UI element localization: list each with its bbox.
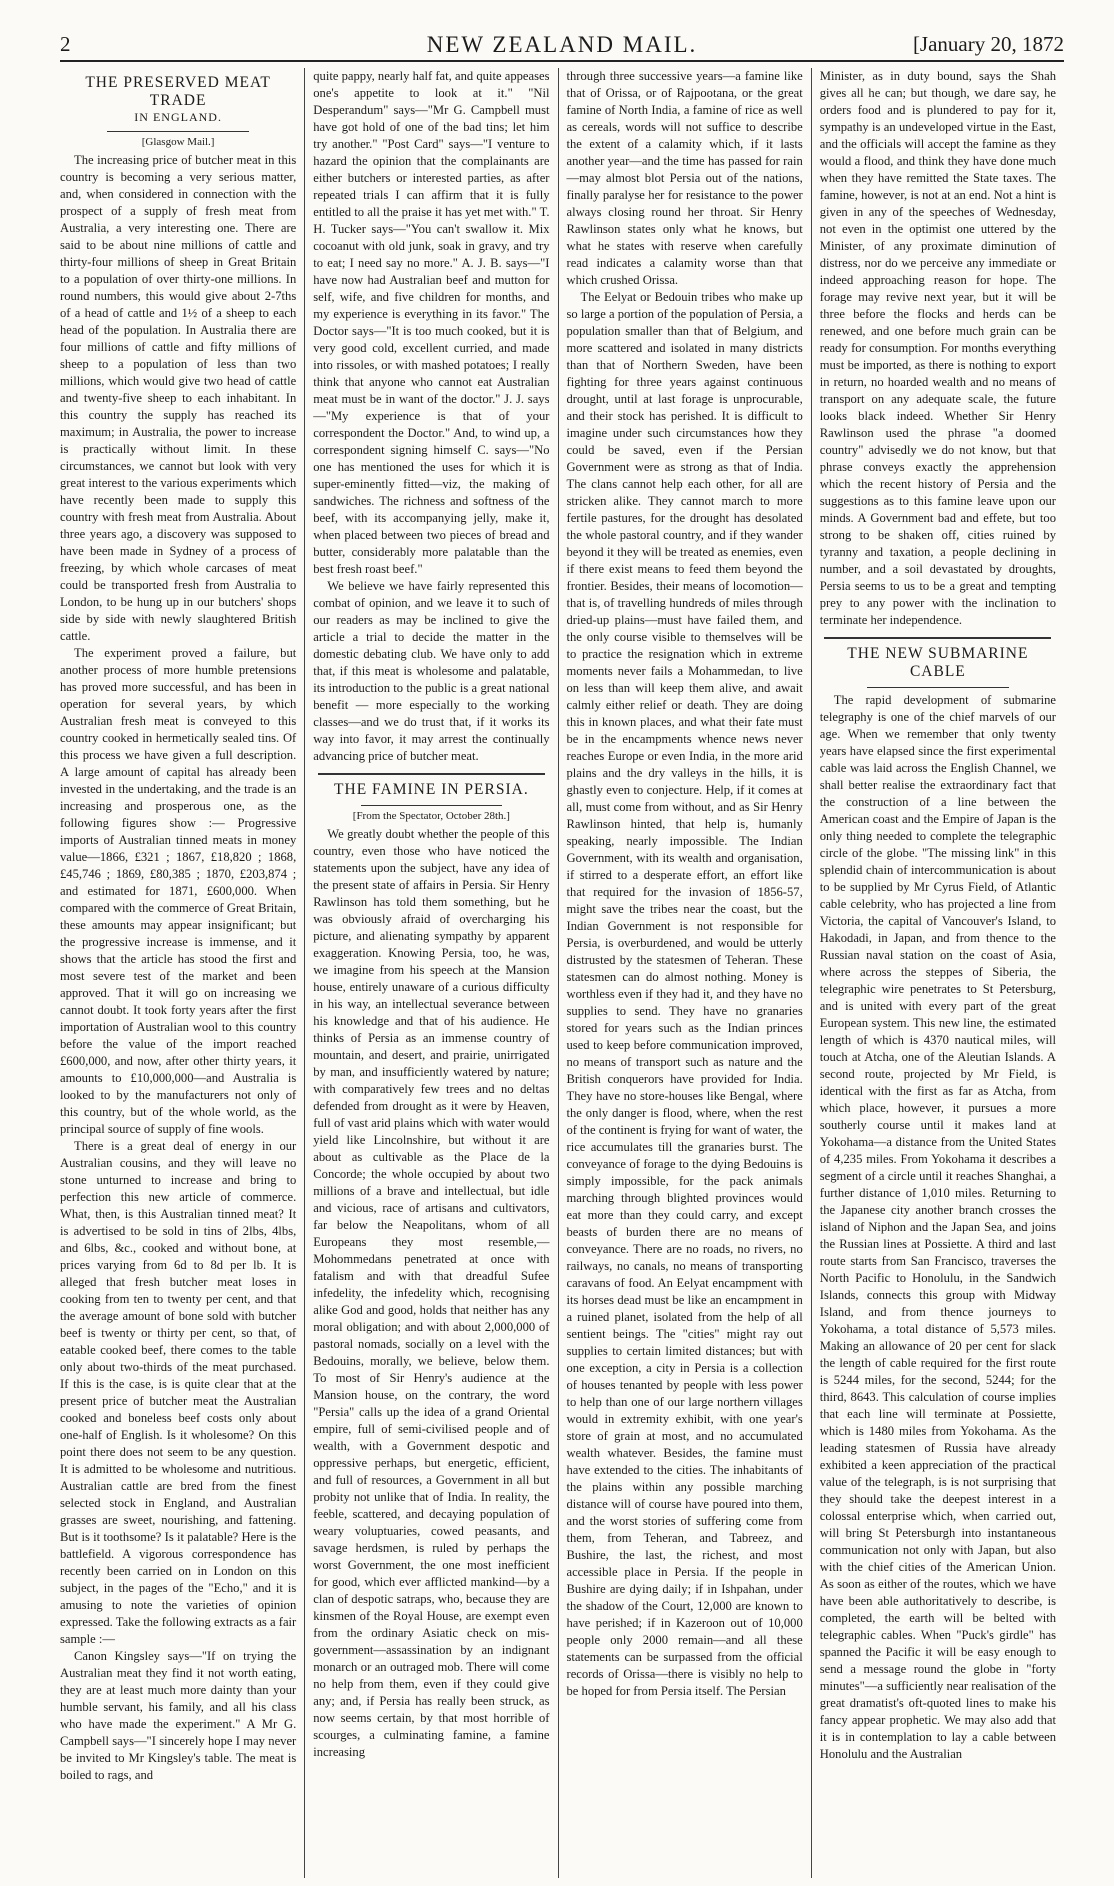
masthead	[60, 30, 1064, 62]
article-headline: THE PRESERVED MEAT TRADE	[85, 74, 271, 109]
paragraph: quite pappy, nearly half fat, and quite appeases one's appetite to look at it." "Nil Desperandum" says—"Mr G. Campbell must have got hold of one of the bad tins; let him try another." "Post Card" says—"I venture to hazard the opinion that the complainants are either butchers or interested parties, as after repeated trials I can affirm that it is fully entitled to all the praise it has yet met with." T. H. Tucker says—"You can't swallow it. Mix cocoanut with old junk, soak in gravy, and try to eat; I need say no more." A. J. B. says—"I have now had Australian beef and mutton for self, wife, and five children for months, and my experience is everything in its favor." The Doctor says—"It is too much cooked, but it is very good cold, excellent curried, and made into rissoles, or with mashed potatoes; I really think that anyone who cannot eat Australian meat must be in want of the doctor." J. J. says—"My experience is that of your correspondent the Doctor." And, to wind up, a correspondent signing himself C. says—"No one has mentioned the uses for which it is super-eminently fitted—viz, the making of sandwiches. The richness and softness of the beef, with its accompanying jelly, make it, when placed between two pieces of bread and butter, considerably more palatable than the best fresh roast beef."	[313, 69, 550, 576]
divider	[318, 773, 545, 775]
paragraph: The Eelyat or Bedouin tribes who make up so large a portion of the population of Persia, a population smaller than that of Belgium, and more scattered and isolated in many districts than that of Northern Sweden, have been fighting for three years against continuous drought, until at last forage is unprocurable, and their stock has perished. It is difficult to imagine under such circumstances how they could be saved, even if the Persian Government were as strong as that of India. The clans cannot help each other, for all are stricken alike. They cannot march to more fertile pastures, for the drought has desolated the whole pastoral country, and if they wander beyond it they will be treated as enemies, even if there exist means to feed them beyond the frontier. Besides, their means of locomotion—that is, of travelling hundreds of miles through dried-up plains—must have failed them, and the only course visible to themselves will be to practice the resignation which in extreme moments never fails a Mohammedan, to live on less than will keep them alive, and await calmly either relief or death. They are doing this in known places, and what their fate must be in the encampments whence news never reaches Europe or even India, in the more arid plains and the dry valleys in the hills, it is ghastly even to conjecture. Help, if it comes at all, must come from without, and as Sir Henry Rawlinson hinted, that help is, humanly speaking, nearly impossible. The Indian Government, with its wealth and organisation, if stirred to a desperate effort, an effort like that required for the invasion of 1856-57, might save the tribes near the coast, but the Indian Government is not responsible for Persia, is overburdened, and would be utterly distrusted by the statesmen of Teheran. These statesmen can do almost nothing. Money is worthless even if they had it, and they have no supplies to send. They have no granaries stored for years such as the Indian princes used to keep before communication improved, no means of transport such as nature and the British conquerors have provided for India. They have no store-houses like Bengal, where the only danger is flood, where, when the rest of the continent is frying for want of water, the rice accumulates till the granaries burst. The conveyance of forage to the dying Bedouins is simply impossible, for the pack animals marching through blighted provinces would eat more than they could carry, and except beasts of burden there are no means of conveyance. There are no roads, no rivers, no railways, no canals, no means of transporting caravans of food. An Eelyat encampment with its horses dead must be like an encampment in a ruined planet, isolated from the help of all sentient beings. The "cities" might ray out supplies to certain limited distances; but with one exception, a city in Persia is a collection of houses tenanted by people with less power to help than one of our large northern villages would in extremity exhibit, with one year's store of grain at most, and no accumulated wealth whatever. Besides, the famine must have extended to the cities. The inhabitants of the plains within any possible marching distance will of course have poured into them, and the worst stories of suffering come from them, from Teheran, and Tabreez, and Bushire, the last, the richest, and most accessible place in Persia. If the people in Bushire are dying daily; if in Ishpahan, under the shadow of the Court, 12,000 are known to have perished; if in Kazeroon out of 10,000 people only 2000 remain—and all these statements can be surpassed from the official records of Orissa—there is visibly no help to be hoped for from Persia itself. The Persian	[566, 290, 803, 1698]
paragraph: The increasing price of butcher meat in this country is becoming a very serious matter, and, when considered in connection with the prospect of a supply of fresh meat from Australia, a very interesting one. There are said to be about nine millions of cattle and thirty-four millions of sheep in Great Britain to a population of over thirty-one millions. In round numbers, this would give about 2-7ths of a head of cattle and 1½ of a sheep to each head of the population. In Australia there are four millions of cattle and fifty millions of sheep to a population of less than two millions, which would give two head of cattle and twenty-five sheep to each inhabitant. In this country the supply has reached its maximum; in Australia, the power to increase is practically without limit. In these circumstances, we cannot but look with very great interest to the various experiments which have recently been made to supply this country with fresh meat from Australia. About three years ago, a discovery was supposed to have been made in Sydney of a process of freezing, by which whole carcases of meat could be transported fresh from Australia to London, to be hung up in our butchers' shops side by side with newly slaughtered British cattle.	[60, 153, 297, 643]
paragraph: We believe we have fairly represented this combat of opinion, and we leave it to such of our readers as may be inclined to give the article a trial to decide the matter in the domestic debating club. We have only to add that, if this meat is wholesome and palatable, its introduction to the public is a great national benefit — more especially to the working classes—and we do trust that, if it works its way into favor, it may arrest the continually advancing price of butcher meat.	[313, 579, 550, 763]
column-4	[812, 68, 1064, 1878]
column-3	[559, 68, 812, 1878]
divider	[107, 131, 249, 132]
article-subhead: IN ENGLAND.	[134, 110, 222, 124]
paragraph: Canon Kingsley says—"If on trying the Australian meat they find it not worth eating, they are at least much more dainty than your humble servant, his family, and all his class who have made the experiment." A Mr G. Campbell says—"I sincerely hope I may never be invited to Mr Kingsley's table. The meat is boiled to rags, and	[60, 1649, 297, 1782]
divider	[867, 687, 1009, 688]
newspaper-title: NEW ZEALAND MAIL.	[426, 32, 698, 57]
page-number: 2	[60, 32, 71, 56]
paragraph: through three successive years—a famine like that of Orissa, or of Rajpootana, or the great famine of North India, a famine of rice as well as cereals, words will not suffice to describe the extent of a calamity which, if it lasts another year—and the time has passed for rain—may almost blot Persia out of the nations, finally paralyse her for resistance to the power always closing round her throat. Sir Henry Rawlinson states only what he knows, but what he states with reserve when carefully read indicates a calamity worse than that which crushed Orissa.	[566, 69, 803, 287]
paragraph: There is a great deal of energy in our Australian cousins, and they will leave no stone unturned to increase and bring to perfection this new article of commerce. What, then, is this Australian tinned meat? It is advertised to be sold in tins of 2lbs, 4lbs, and 6lbs, &c., cooked and without bone, at prices varying from 6d to 8d per lb. It is alleged that fresh butcher meat loses in cooking from ten to twenty per cent, and that the average amount of bone sold with butcher beef is twenty or thirty per cent, so that, of eatable cooked beef, there comes to the table only about two-thirds of the meat purchased. If this is the case, is is quite clear that at the present price of butcher meat the Australian cooked and boneless beef costs only about one-half of English. Is it wholesome? On this point there does not seem to be any question. It is admitted to be wholesome and nutritious. Australian cattle are bred from the finest selected stock in England, and Australian grasses are sweet, nourishing, and fattening. But is it toothsome? Is it palatable? Here is the battlefield. A vigorous correspondence has recently been carried on in London on this subject, in the pages of the "Echo," and it is amusing to note the varieties of opinion expressed. Take the following extracts as a fair sample :—	[60, 1139, 297, 1646]
paragraph: The experiment proved a failure, but another process of more humble pretensions has proved more successful, and has been in operation for several years, by which Australian fresh meat is conveyed to this country cooked in hermetically sealed tins. Of this process we have given a full description. A large amount of capital has already been invested in the undertaking, and the trade is an increasing and prosperous one, as the following figures show :— Progressive imports of Australian tinned meats in money value—1866, £321 ; 1867, £18,820 ; 1868, £45,746 ; 1869, £80,385 ; 1870, £203,874 ; and estimated for 1871, £600,000. When compared with the commerce of Great Britain, these amounts may appear insignificant; but the progressive increase is immense, and it shows that the article has stood the first and most severe test of the market and been approved. That it will go on increasing we cannot doubt. It took forty years after the first importation of Australian wool to this country before the value of the import reached £600,000, and now, after other thirty years, it amounts to £10,000,000—and Australia is looked to by the manufacturers not only of this country, but of the whole world, as the principal source of supply of fine wools.	[60, 646, 297, 1136]
paragraph: We greatly doubt whether the people of this country, even those who have noticed the statements upon the subject, have any idea of the present state of affairs in Persia. Sir Henry Rawlinson has told them something, but he was obviously afraid of overcharging his picture, and alienating sympathy by apparent exaggeration. Knowing Persia, too, he was, we imagine from his speech at the Mansion house, entirely unaware of a curious difficulty in his way, an intellectual severance between his knowledge and that of his audience. He thinks of Persia as an immense country of mountain, and desert, and prairie, unirrigated by man, and insufficiently watered by nature; with comparatively few trees and no deltas defended from drought as it were by Heaven, full of vast arid plains which with water would yield like Lincolnshire, but without it are about as cultivable as the Place de la Concorde; the whole occupied by about two millions of a brave and intellectual, but idle and vicious, race of artisans and cultivators, far below the Neapolitans, whom of all Europeans they most resemble,—Mohommedans penetrated at once with fatalism and with that dreadful Sufee infedelity, the infedelity which, recognising alike God and good, holds that neither has any moral obligation; and with about 2,000,000 of pastoral nomads, socially on a level with the Bedouins, morally, we believe, below them. To most of Sir Henry's audience at the Mansion house, on the contrary, the word "Persia" calls up the idea of a grand Oriental empire, full of semi-civilised people and of wealth, with a Government despotic and oppressive perhaps, but energetic, efficient, and full of resources, a Government in all but probity not unlike that of India. In reality, the feeble, scattered, and decaying population of weary voluptuaries, cowed peasants, and savage herdsmen, is ruled by perhaps the worst Government, the one most inefficient for good, which ever afflicted mankind—by a clan of despotic satraps, who, because they are kinsmen of the Royal House, are exempt even from the ordinary Asiatic check on mis-government—assassination by an indignant monarch or an outraged mob. There will come no help from them, even if they could give any; and, if Persia has really been struck, as now seems certain, by that most horrible of scourges, a culminating famine, a famine increasing	[313, 827, 550, 1759]
article-headline: THE FAMINE IN PERSIA.	[334, 781, 529, 798]
article-source: [Glasgow Mail.]	[141, 136, 215, 148]
divider	[361, 805, 503, 806]
columns	[60, 68, 1064, 1878]
article-source: [From the Spectator, October 28th.]	[352, 810, 510, 822]
issue-date: [January 20, 1872	[912, 32, 1064, 56]
paragraph: The rapid development of submarine telegraphy is one of the chief marvels of our age. When we remember that only twenty years have elapsed since the first experimental cable was laid across the English Channel, we shall better realise the extraordinary fact that the construction of a line between the American coast and the Empire of Japan is the only thing needed to complete the telegraphic circle of the globe. "The missing link" in this splendid chain of intercommunication is about to be supplied by Mr Cyrus Field, of Atlantic cable celebrity, who has projected a line from Victoria, the capital of Vancouver's Island, to Hakodadi, in Japan, and from thence to the Russian naval station on the coast of Asia, where across the steppes of Siberia, the telegraphic wire penetrates to St Petersburg, and is united with every part of the great European system. This new line, the estimated length of which is 4370 nautical miles, will touch at Atcha, one of the Aleutian Islands. A second route, projected by Mr Field, is identical with the first as far as Atcha, from which place, however, it pursues a more southerly course until it makes land at Yokohama—a distance from the United States of 4,235 miles. From Yokohama it describes a segment of a circle until it reaches Shanghai, a further distance of 1,010 miles. Returning to the Japanese city another branch crosses the island of Niphon and the Japan Sea, and joins the Russian lines at Possiette. A third and last route starts from San Francisco, traverses the North Pacific to Honolulu, in the Sandwich Islands, connects this group with Midway Island, and from thence journeys to Yokohama, a total distance of 5,573 miles. Making an allowance of 20 per cent for slack the length of cable required for the first route is 5244 miles, for the second, 5244; for the third, 8643. This calculation of course implies that each line will terminate at Possiette, which is 1480 miles from Yokohama. As the leading statesmen of Russia have already exhibited a keen appreciation of the practical value of the telegraph, is is not surprising that they should take the deepest interest in a colossal enterprise which, when carried out, will bring St Petersburgh into instantaneous communication not only with Japan, but also with the chief cities of the American Union. As soon as either of the routes, which we have have been able authoritatively to describe, is completed, the earth will be belted with telegraphic cables. When "Puck's girdle" has spanned the Pacific it will be easy enough to send a message round the globe in "forty minutes"—a sufficiently near realisation of the great dramatist's oft-quoted lines to make his fancy appear prophetic. We may also add that it is in contemplation to lay a cable between Honolulu and the Australian	[819, 693, 1056, 1761]
divider	[824, 637, 1051, 639]
article-headline: THE NEW SUBMARINE CABLE	[847, 645, 1029, 680]
paragraph: Minister, as in duty bound, says the Shah gives all he can; but though, we dare say, he orders food and is plundered to pay for it, sympathy is an undeveloped virtue in the East, and the officials will accept the famine as they would a flood, and think they have done much when they have remitted the State taxes. The famine, however, is not at an end. Not a hint is given in any of the speeches of Wednesday, not even in the optimist one uttered by the Minister, of any proximate diminution of distress, nor do we perceive any immediate or indeed approaching reason for hope. The forage may revive next year, but it will be three before the flocks and herds can be renewed, and one before much grain can be ready for consumption. For months everything must be imported, as there is nothing to export in return, no hoarded wealth and no means of transport on any adequate scale, the future looks black indeed. Whether Sir Henry Rawlinson used the phrase "a doomed country" advisedly we do not know, but that phrase conveys exactly the apprehension which the recent history of Persia and the suggestions as to this famine leave upon our minds. A Government bad and effete, but too strong to be shaken off, cities ruined by tyranny and taxation, a people declining in number, and a soil devastated by droughts, Persia seems to us to be a great and tempting prey to any power with the inclination to terminate her independence.	[819, 69, 1056, 627]
column-1	[60, 68, 305, 1878]
column-2	[305, 68, 558, 1878]
